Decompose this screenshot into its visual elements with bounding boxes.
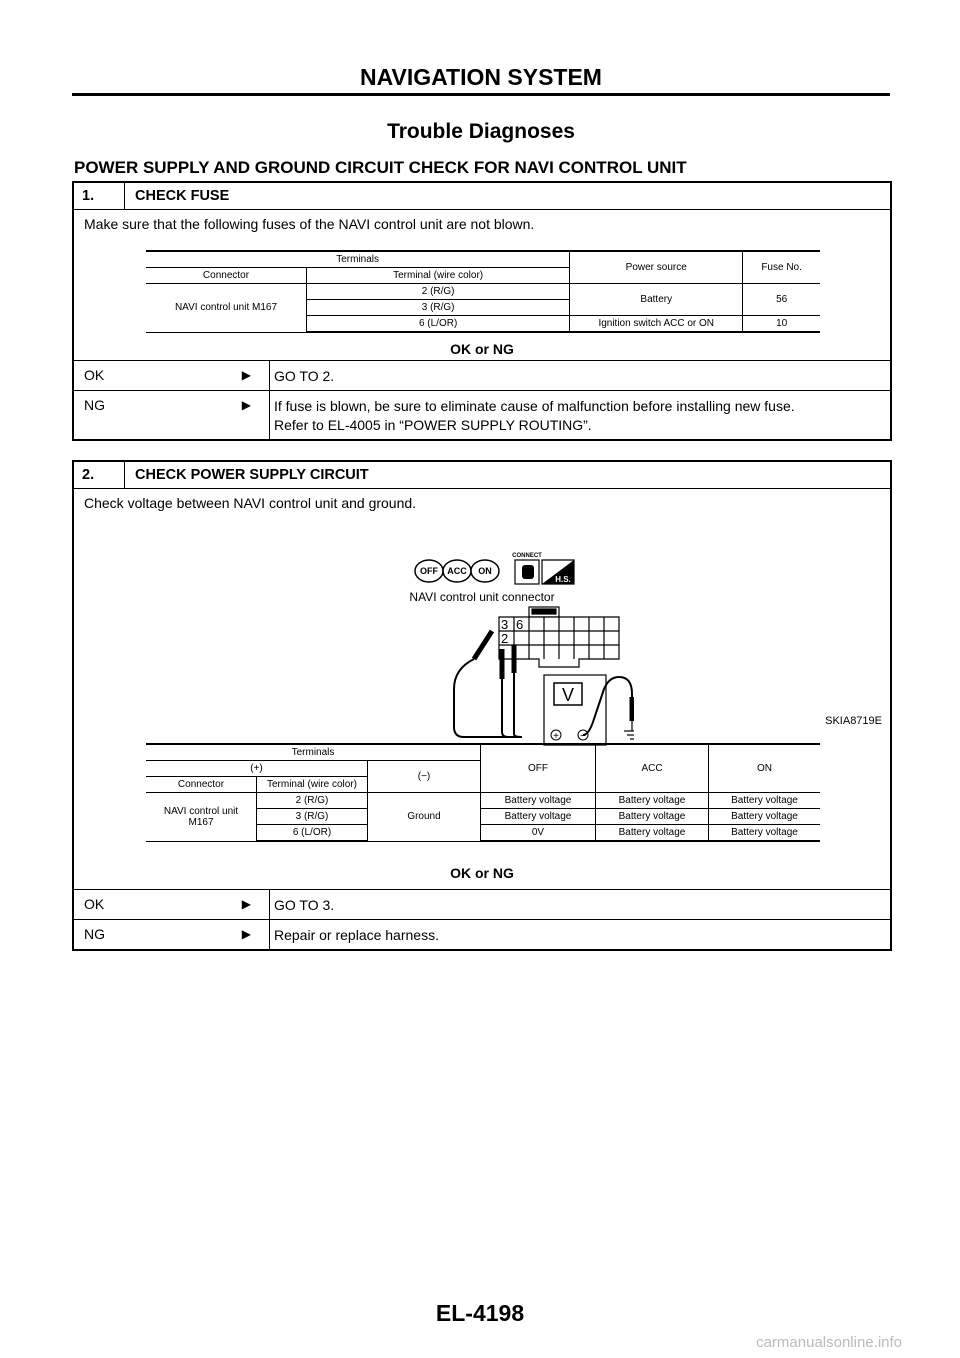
result-ng: [74, 920, 890, 949]
pin-2-label: 2: [501, 631, 509, 646]
figure-code: SKIA8719E: [825, 715, 882, 727]
cell-acc: Battery voltage: [596, 793, 709, 809]
connector-icon: [499, 607, 619, 667]
connector-label: NAVI control unit connector: [409, 590, 555, 604]
cell-terminal: 3 (R/G): [307, 300, 570, 316]
arrow-icon: ▶: [241, 398, 251, 412]
cell-off: Battery voltage: [481, 809, 596, 825]
result-ok: [74, 361, 890, 391]
cell-acc: Battery voltage: [596, 825, 709, 842]
result-label: OK: [84, 896, 105, 912]
th-connector: Connector: [146, 268, 307, 284]
th-terminal: Terminal (wire color): [257, 777, 368, 793]
arrow-icon: ▶: [241, 927, 251, 941]
voltage-table: [146, 743, 820, 842]
th-terminals: Terminals: [146, 744, 481, 761]
watermark: carmanualsonline.info: [756, 1334, 902, 1351]
step-number: 1.: [74, 183, 125, 209]
cell-connector: NAVI control unit M167: [146, 284, 307, 333]
connector-line-1: NAVI control unit: [163, 805, 239, 817]
th-acc: ACC: [596, 744, 709, 793]
cell-off: 0V: [481, 825, 596, 842]
th-fuse-no: Fuse No.: [743, 251, 820, 284]
switch-acc-label: ACC: [447, 566, 467, 576]
th-terminals: Terminals: [146, 251, 570, 268]
minus-terminal-label: −: [580, 731, 586, 742]
result-label: NG: [84, 926, 105, 942]
header-rule: [72, 93, 890, 96]
cell-on: Battery voltage: [709, 793, 821, 809]
plus-terminal-label: +: [553, 731, 559, 742]
page-number: EL-4198: [435, 1300, 525, 1326]
step-2-box: [72, 460, 892, 951]
th-off: OFF: [481, 744, 596, 793]
cell-terminal: 2 (R/G): [307, 284, 570, 300]
cell-fuse: 10: [743, 316, 820, 333]
step-1-body: [74, 210, 890, 361]
page-title: Trouble Diagnoses: [387, 120, 575, 143]
th-power-source: Power source: [570, 251, 743, 284]
section-title: POWER SUPPLY AND GROUND CIRCUIT CHECK FOR NAVI CONTROL UNIT: [74, 158, 687, 177]
step-1-box: [72, 181, 892, 441]
arrow-icon: ▶: [241, 897, 251, 911]
ok-ng-label: OK or NG: [450, 341, 514, 357]
ground-icon: [624, 721, 634, 739]
pin-3-label: 3: [501, 617, 509, 632]
cell-acc: Battery voltage: [596, 809, 709, 825]
th-on: ON: [709, 744, 821, 793]
cell-terminal: 2 (R/G): [257, 793, 368, 809]
cell-on: Battery voltage: [709, 809, 821, 825]
probe-icon: [454, 631, 522, 737]
cell-terminal: 6 (L/OR): [307, 316, 570, 333]
ok-ng-label: OK or NG: [450, 865, 514, 881]
harness-icon: [542, 560, 574, 584]
step-instruction: Check voltage between NAVI control unit and ground.: [84, 495, 417, 511]
measurement-diagram: [374, 549, 634, 749]
result-action: If fuse is blown, be sure to eliminate cause of malfunction before installing new fuse.: [274, 398, 795, 414]
result-action: GO TO 3.: [274, 897, 335, 913]
th-plus: (+): [146, 761, 368, 777]
voltmeter-label: V: [561, 685, 575, 705]
cell-connector: [146, 793, 257, 842]
step-instruction: Make sure that the following fuses of the NAVI control unit are not blown.: [84, 216, 535, 232]
cell-power: Ignition switch ACC or ON: [570, 316, 743, 333]
step-title: CHECK FUSE: [135, 188, 230, 204]
th-terminal: Terminal (wire color): [307, 268, 570, 284]
result-label: OK: [84, 367, 105, 383]
result-ng: [74, 391, 890, 439]
switch-on-label: ON: [478, 566, 492, 576]
connector-line-2: M167: [188, 816, 214, 828]
cell-on: Battery voltage: [709, 825, 821, 842]
cell-fuse: 56: [743, 284, 820, 316]
fuse-table: [146, 250, 820, 333]
switch-off-label: OFF: [420, 566, 438, 576]
arrow-icon: ▶: [241, 368, 251, 382]
cell-power: Battery: [570, 284, 743, 316]
cell-terminal: 3 (R/G): [257, 809, 368, 825]
result-action-ref: Refer to EL-4005 in “POWER SUPPLY ROUTING”.: [274, 417, 592, 433]
result-ok: [74, 890, 890, 920]
result-action: GO TO 2.: [274, 368, 335, 384]
connect-icon: [512, 553, 542, 584]
step-title: CHECK POWER SUPPLY CIRCUIT: [135, 467, 369, 483]
result-action: Repair or replace harness.: [274, 927, 439, 943]
step-2-header: [74, 462, 890, 489]
step-2-body: [74, 489, 890, 890]
hs-label: H.S.: [555, 575, 571, 584]
pin-6-label: 6: [516, 617, 524, 632]
th-minus: (−): [368, 761, 481, 793]
cell-terminal: 6 (L/OR): [257, 825, 368, 842]
cell-ground: Ground: [368, 793, 481, 842]
cell-off: Battery voltage: [481, 793, 596, 809]
page-header: NAVIGATION SYSTEM: [360, 64, 602, 90]
connect-label: CONNECT: [512, 553, 542, 559]
result-label: NG: [84, 397, 105, 413]
step-1-header: [74, 183, 890, 210]
ignition-switch-icon: [415, 560, 499, 582]
th-connector: Connector: [146, 777, 257, 793]
step-number: 2.: [74, 462, 125, 488]
voltmeter-icon: [544, 675, 632, 745]
